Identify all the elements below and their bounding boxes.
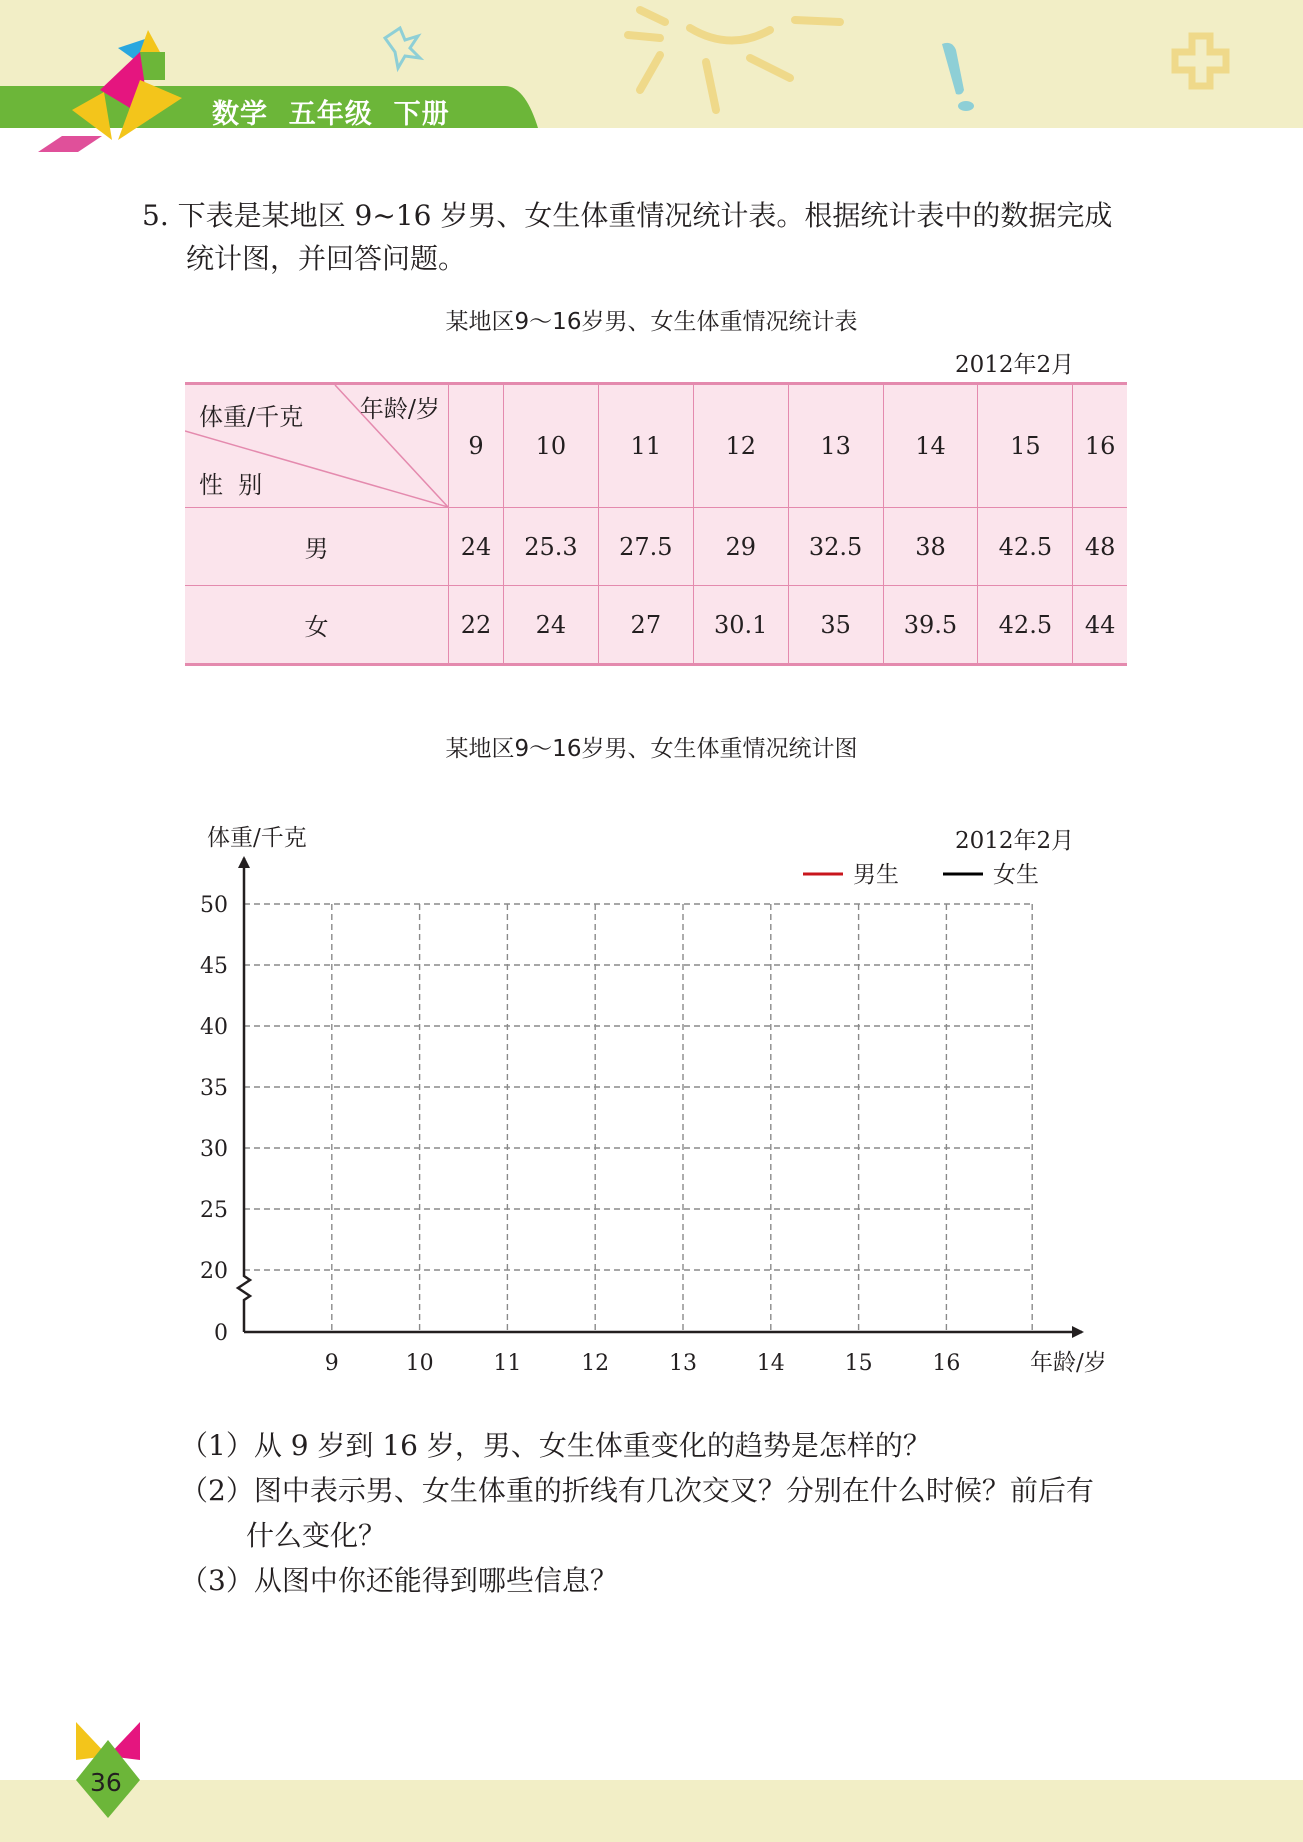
age-header-cell: 16 bbox=[1073, 384, 1127, 508]
girls-weight-cell: 24 bbox=[503, 586, 598, 665]
y-tick-label: 30 bbox=[200, 1137, 228, 1162]
boys-weight-cell: 29 bbox=[693, 508, 788, 586]
row-label-girls: 女 bbox=[185, 586, 449, 665]
sub-question-2-cont: 什么变化？ bbox=[246, 1519, 387, 1552]
x-tick-label: 16 bbox=[932, 1351, 961, 1376]
chart-date: 2012年2月 bbox=[955, 828, 1075, 854]
x-tick-label: 10 bbox=[405, 1351, 434, 1376]
age-header-cell: 10 bbox=[503, 384, 598, 508]
corner-gender-label: 性 别 bbox=[199, 471, 263, 499]
page-badge bbox=[0, 0, 200, 1842]
chart-title: 某地区9～16岁男、女生体重情况统计图 bbox=[445, 736, 858, 762]
chart-legend bbox=[803, 862, 1039, 888]
y-tick-label: 40 bbox=[200, 1015, 228, 1040]
age-header-cell: 15 bbox=[978, 384, 1073, 508]
boys-weight-cell: 24 bbox=[449, 508, 504, 586]
corner-age-label: 年龄/岁 bbox=[359, 395, 440, 423]
age-header-cell: 14 bbox=[883, 384, 978, 508]
table-title: 某地区9～16岁男、女生体重情况统计表 bbox=[445, 309, 858, 335]
row-label-boys: 男 bbox=[185, 508, 449, 586]
y-tick-label: 45 bbox=[200, 954, 228, 979]
page-number: 36 bbox=[90, 1768, 122, 1797]
chart-tick-labels bbox=[200, 825, 1107, 1376]
boys-weight-cell: 25.3 bbox=[503, 508, 598, 586]
girls-weight-cell: 44 bbox=[1073, 586, 1127, 665]
legend-label: 男生 bbox=[853, 862, 899, 888]
chart-axes bbox=[238, 858, 1082, 1332]
girls-weight-cell: 42.5 bbox=[978, 586, 1073, 665]
y-tick-label: 20 bbox=[200, 1259, 228, 1284]
sub-question-1: （1）从 9 岁到 16 岁，男、女生体重变化的趋势是怎样的？ bbox=[180, 1429, 931, 1462]
y-axis-with-break bbox=[238, 858, 250, 1332]
boys-weight-cell: 48 bbox=[1073, 508, 1127, 586]
x-tick-label: 13 bbox=[669, 1351, 697, 1376]
boys-weight-cell: 27.5 bbox=[598, 508, 693, 586]
age-header-cell: 9 bbox=[449, 384, 504, 508]
question-line-2: 统计图，并回答问题。 bbox=[186, 242, 467, 275]
x-axis-label: 年龄/岁 bbox=[1030, 1350, 1107, 1376]
age-header-cell: 12 bbox=[693, 384, 788, 508]
x-tick-label: 15 bbox=[844, 1351, 873, 1376]
y-tick-label: 25 bbox=[200, 1198, 228, 1223]
chart-grid bbox=[244, 904, 1034, 1332]
y-tick-label: 35 bbox=[200, 1076, 228, 1101]
legend-label: 女生 bbox=[993, 862, 1039, 888]
y-tick-label: 0 bbox=[214, 1321, 228, 1346]
sub-question-3: （3）从图中你还能得到哪些信息？ bbox=[180, 1564, 618, 1597]
corner-weight-label: 体重/千克 bbox=[199, 403, 304, 431]
age-header-cell: 13 bbox=[788, 384, 883, 508]
girls-weight-cell: 22 bbox=[449, 586, 504, 665]
x-tick-label: 11 bbox=[493, 1351, 522, 1376]
girls-weight-cell: 27 bbox=[598, 586, 693, 665]
boys-weight-cell: 38 bbox=[883, 508, 978, 586]
x-tick-label: 9 bbox=[324, 1351, 339, 1376]
girls-weight-cell: 39.5 bbox=[883, 586, 978, 665]
age-header-cell: 11 bbox=[598, 384, 693, 508]
girls-weight-cell: 35 bbox=[788, 586, 883, 665]
y-tick-label: 50 bbox=[200, 893, 228, 918]
y-axis-label: 体重/千克 bbox=[207, 825, 307, 851]
girls-weight-cell: 30.1 bbox=[693, 586, 788, 665]
book-header-title: 数学 五年级 下册 bbox=[212, 99, 450, 130]
boys-weight-cell: 42.5 bbox=[978, 508, 1073, 586]
x-tick-label: 14 bbox=[756, 1351, 785, 1376]
sub-question-2: （2）图中表示男、女生体重的折线有几次交叉？分别在什么时候？前后有 bbox=[180, 1474, 1094, 1507]
boys-weight-cell: 32.5 bbox=[788, 508, 883, 586]
x-tick-label: 12 bbox=[581, 1351, 610, 1376]
table-date: 2012年2月 bbox=[955, 352, 1075, 378]
question-line-1: 5. 下表是某地区 9~16 岁男、女生体重情况统计表。根据统计表中的数据完成 bbox=[142, 199, 1113, 232]
